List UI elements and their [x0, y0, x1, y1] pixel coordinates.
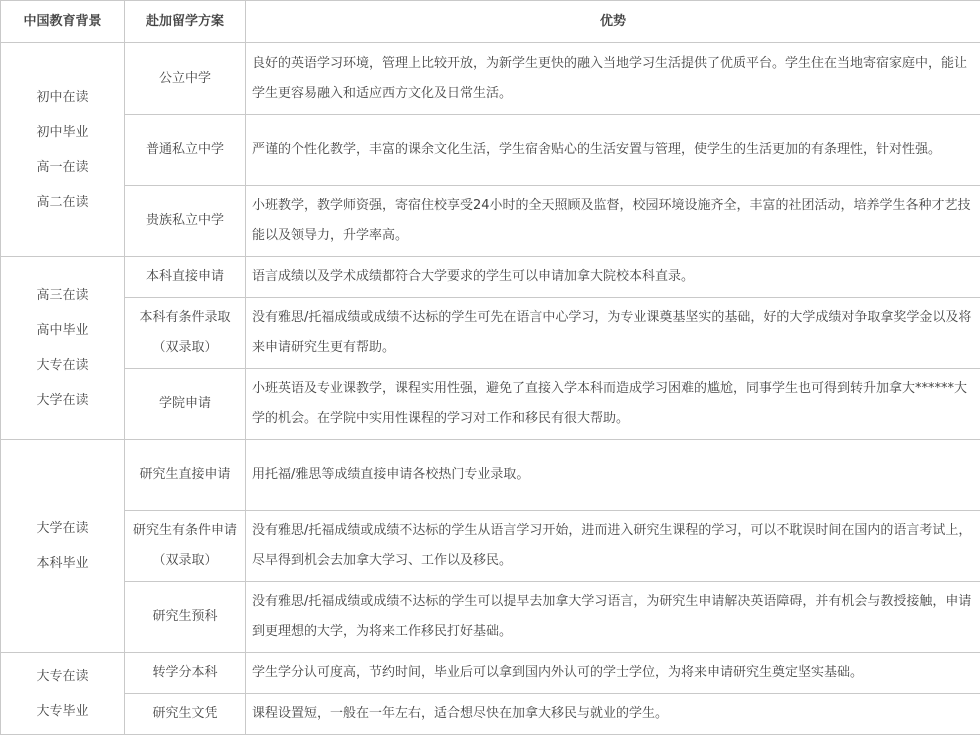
plan-advantage: 学生学分认可度高，节约时间，毕业后可以拿到国内外认可的学士学位，为将来申请研究生奠定坚实基础。 [246, 653, 980, 694]
header-plan: 赴加留学方案 [125, 1, 246, 43]
background-item: 高三在读 [1, 278, 124, 313]
education-background-cell [1, 43, 125, 257]
plan-name: 本科直接申请 [125, 257, 246, 298]
background-item: 高中毕业 [1, 313, 124, 348]
plan-advantage: 小班英语及专业课教学，课程实用性强，避免了直接入学本科而造成学习困难的尴尬，同事学生也可得到转升加拿大******大学的机会。在学院中实用性课程的学习对工作和移民有很大帮助。 [246, 369, 980, 440]
background-item: 高一在读 [1, 150, 124, 185]
header-background: 中国教育背景 [1, 1, 125, 43]
plan-advantage: 小班教学，教学师资强，寄宿住校享受24小时的全天照顾及监督，校园环境设施齐全，丰富的社团活动，培养学生各种才艺技能以及领导力，升学率高。 [246, 186, 980, 257]
background-item: 本科毕业 [1, 546, 124, 581]
plan-advantage: 没有雅思/托福成绩或成绩不达标的学生可以提早去加拿大学习语言，为研究生申请解决英语障碍，并有机会与教授接触，申请到更理想的大学，为将来工作移民打好基础。 [246, 582, 980, 653]
table-row [1, 582, 980, 653]
plan-advantage: 严谨的个性化教学，丰富的课余文化生活，学生宿舍贴心的生活安置与管理，使学生的生活更加的有条理性，针对性强。 [246, 115, 980, 186]
plan-name: 本科有条件录取（双录取） [125, 298, 246, 369]
plan-name: 学院申请 [125, 369, 246, 440]
plan-advantage: 良好的英语学习环境，管理上比较开放，为新学生更快的融入当地学习生活提供了优质平台。学生住在当地寄宿家庭中，能让学生更容易融入和适应西方文化及日常生活。 [246, 43, 980, 115]
table-row [1, 43, 980, 115]
plan-name: 转学分本科 [125, 653, 246, 694]
table-row [1, 186, 980, 257]
background-item: 大学在读 [1, 511, 124, 546]
plan-name: 贵族私立中学 [125, 186, 246, 257]
background-item: 大专在读 [1, 659, 124, 694]
table-row [1, 440, 980, 511]
plan-advantage: 课程设置短，一般在一年左右，适合想尽快在加拿大移民与就业的学生。 [246, 694, 980, 735]
plan-name: 研究生预科 [125, 582, 246, 653]
education-background-cell [1, 653, 125, 735]
table-row [1, 653, 980, 694]
background-item: 高二在读 [1, 185, 124, 220]
plan-name: 公立中学 [125, 43, 246, 115]
background-item: 大学在读 [1, 383, 124, 418]
plan-advantage: 语言成绩以及学术成绩都符合大学要求的学生可以申请加拿大院校本科直录。 [246, 257, 980, 298]
header-advantage: 优势 [246, 1, 980, 43]
background-item: 大专在读 [1, 348, 124, 383]
header-row [1, 1, 980, 43]
background-item: 初中在读 [1, 80, 124, 115]
plan-advantage: 用托福/雅思等成绩直接申请各校热门专业录取。 [246, 440, 980, 511]
education-background-cell [1, 440, 125, 653]
plan-advantage: 没有雅思/托福成绩或成绩不达标的学生从语言学习开始，进而进入研究生课程的学习，可以不耽误时间在国内的语言考试上，尽早得到机会去加拿大学习、工作以及移民。 [246, 511, 980, 582]
background-item: 初中毕业 [1, 115, 124, 150]
table-row [1, 298, 980, 369]
education-background-cell [1, 257, 125, 440]
plan-name: 研究生直接申请 [125, 440, 246, 511]
plan-name: 研究生文凭 [125, 694, 246, 735]
table-row [1, 694, 980, 735]
table-row [1, 369, 980, 440]
table-row [1, 257, 980, 298]
table-row [1, 115, 980, 186]
background-item: 大专毕业 [1, 694, 124, 729]
plan-name: 研究生有条件申请（双录取） [125, 511, 246, 582]
plan-name: 普通私立中学 [125, 115, 246, 186]
plan-advantage: 没有雅思/托福成绩或成绩不达标的学生可先在语言中心学习，为专业课奠基坚实的基础，好的大学成绩对争取拿奖学金以及将来申请研究生更有帮助。 [246, 298, 980, 369]
table-row [1, 511, 980, 582]
